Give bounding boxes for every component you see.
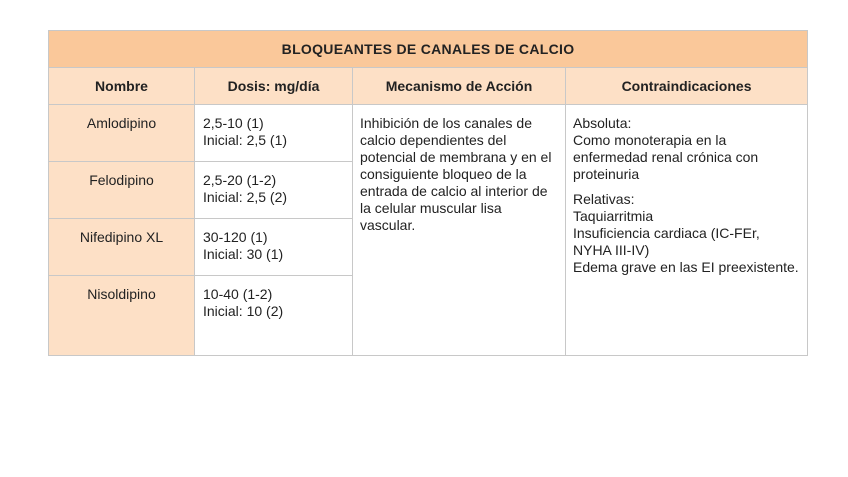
table-title: BLOQUEANTES DE CANALES DE CALCIO xyxy=(49,31,808,68)
calcium-channel-blockers-table xyxy=(48,30,808,356)
dose-initial: Inicial: 2,5 (2) xyxy=(203,189,288,205)
dose-initial: Inicial: 10 (2) xyxy=(203,303,284,319)
dose-range: 30-120 (1) xyxy=(203,229,268,245)
header-mecanismo: Mecanismo de Acción xyxy=(353,68,566,105)
absolute-label: Absoluta: xyxy=(573,115,632,131)
drug-name: Amlodipino xyxy=(49,105,195,162)
relative-label: Relativas: xyxy=(573,191,635,207)
relative-item: Edema grave en las EI preexistente. xyxy=(573,259,799,275)
contraindications-cell xyxy=(566,105,808,356)
relative-item: Insuficiencia cardiaca (IC-FEr, NYHA III-IV) xyxy=(573,225,760,258)
drug-name: Felodipino xyxy=(49,162,195,219)
dose-range: 10-40 (1-2) xyxy=(203,286,273,302)
drug-dose xyxy=(195,162,353,219)
dose-initial: Inicial: 30 (1) xyxy=(203,246,284,262)
drug-dose xyxy=(195,105,353,162)
drug-name: Nisoldipino xyxy=(49,276,195,356)
dose-range: 2,5-20 (1-2) xyxy=(203,172,277,188)
mechanism-cell: Inhibición de los canales de calcio dependientes del potencial de membrana y en el consiguiente bloqueo de la entrada de calcio al interior de la celular muscular lisa vascular. xyxy=(353,105,566,356)
relative-item: Taquiarritmia xyxy=(573,208,654,224)
drug-dose xyxy=(195,276,353,356)
header-dosis: Dosis: mg/día xyxy=(195,68,353,105)
header-nombre: Nombre xyxy=(49,68,195,105)
drug-dose xyxy=(195,219,353,276)
header-contraindicaciones: Contraindicaciones xyxy=(566,68,808,105)
dose-initial: Inicial: 2,5 (1) xyxy=(203,132,288,148)
drug-name: Nifedipino XL xyxy=(49,219,195,276)
absolute-text: Como monoterapia en la enfermedad renal crónica con proteinuria xyxy=(573,132,759,182)
table-row xyxy=(49,105,808,162)
drug-table-container xyxy=(48,30,808,356)
spacer xyxy=(573,183,801,191)
dose-range: 2,5-10 (1) xyxy=(203,115,264,131)
